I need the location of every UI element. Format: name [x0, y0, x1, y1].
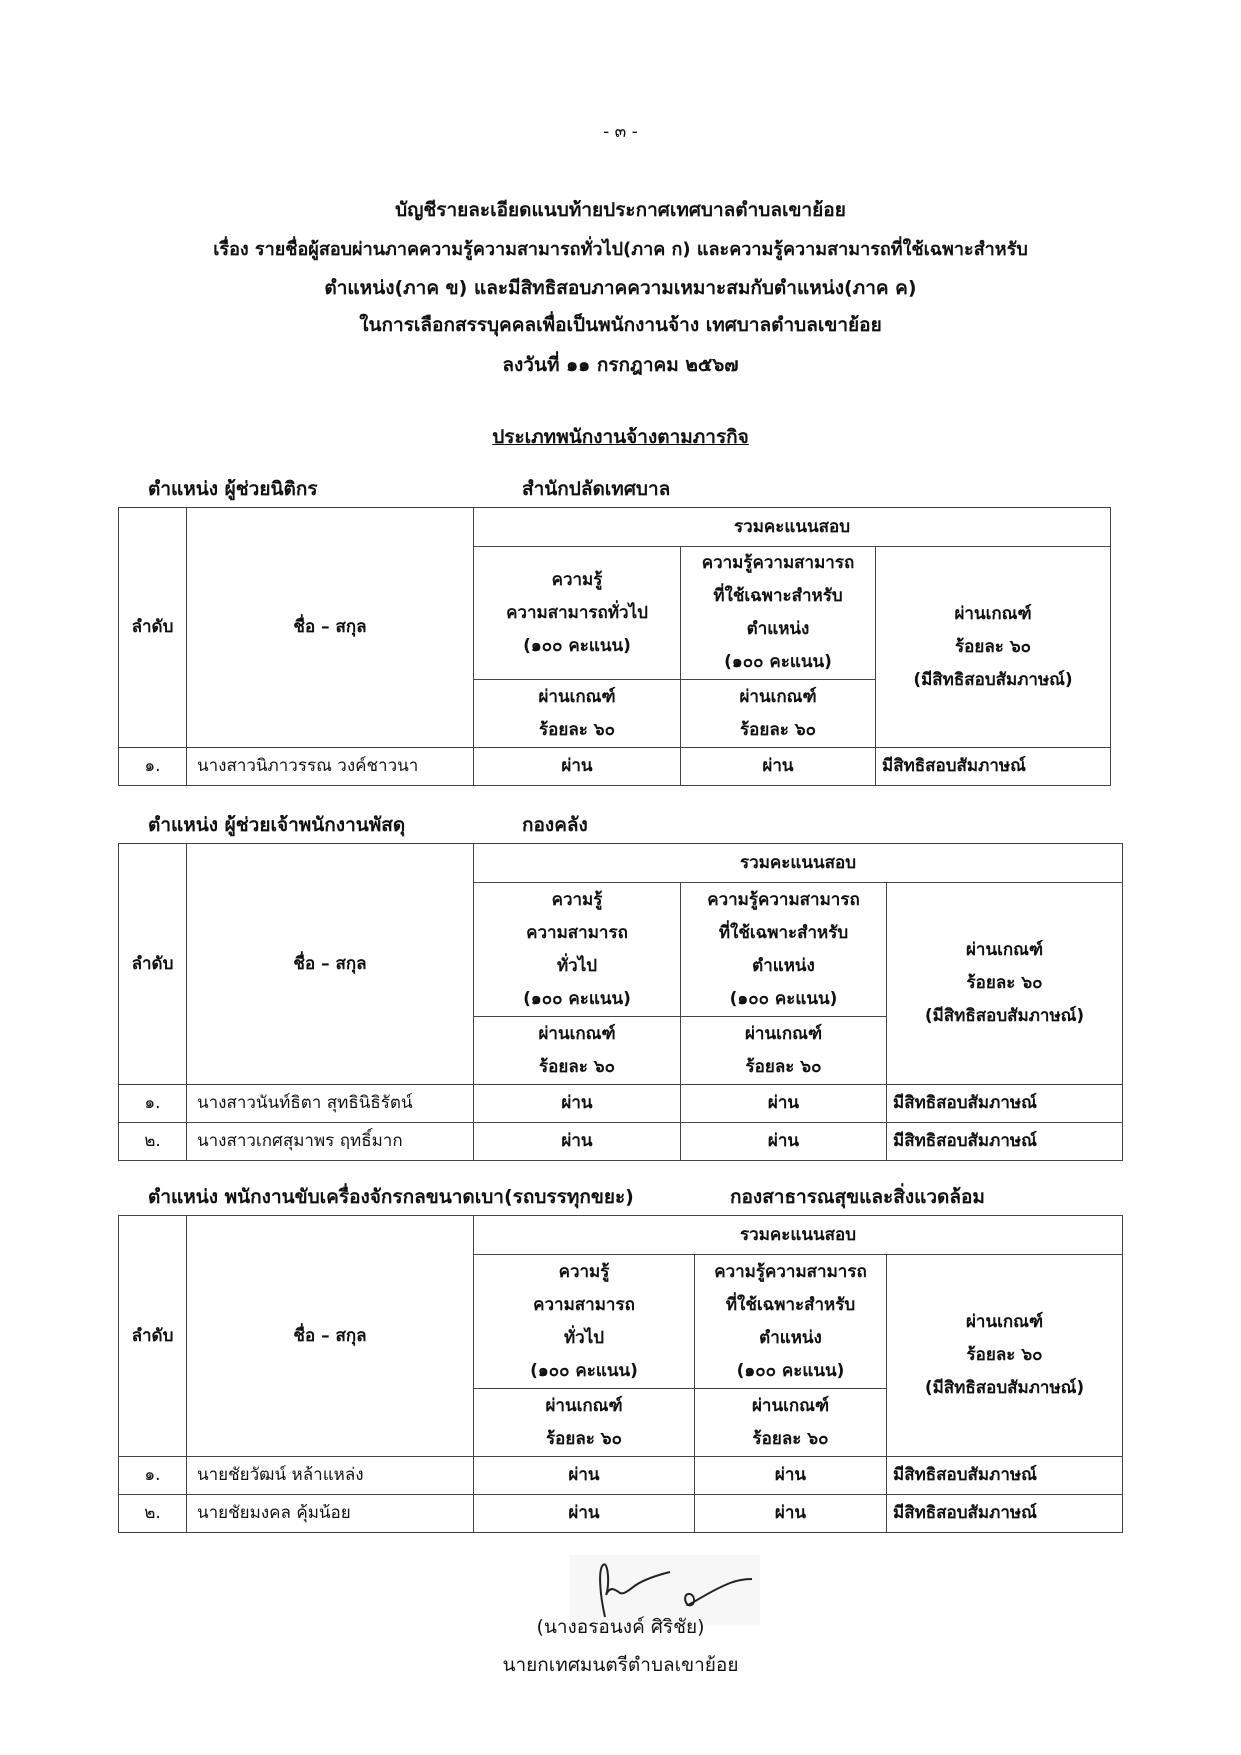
- header-line: (มีสิทธิสอบสัมภาษณ์): [924, 1006, 1085, 1026]
- header-specific-knowledge: [681, 883, 887, 1017]
- header-line: ผ่านเกณฑ์: [965, 1312, 1044, 1332]
- table-row: [119, 1495, 1123, 1533]
- header-line: ร้อยละ ๖๐: [546, 1428, 622, 1449]
- header-name: ชื่อ – สกุล: [187, 508, 474, 748]
- department-label: กองสาธารณสุขและสิ่งแวดล้อม: [730, 1186, 985, 1208]
- header-line: ร้อยละ ๖๐: [740, 719, 816, 740]
- header-pass-criteria: [887, 1255, 1123, 1457]
- doc-subject-line-2: ตำแหน่ง(ภาค ข) และมีสิทธิสอบภาคความเหมาะสมกับตำแหน่ง(ภาค ค): [324, 277, 917, 299]
- row-result-b: ผ่าน: [695, 1457, 887, 1495]
- header-line: (มีสิทธิสอบสัมภาษณ์): [913, 669, 1073, 690]
- results-table: [118, 507, 1111, 786]
- header-line: (๑๐๐ คะแนน): [523, 635, 631, 656]
- header-line: ผ่านเกณฑ์: [545, 1395, 623, 1416]
- header-line: ร้อยละ ๖๐: [955, 636, 1031, 657]
- header-total-score: รวมคะแนนสอบ: [474, 508, 1111, 547]
- signer-title: นายกเทศมนตรีตำบลเขาย้อย: [502, 1654, 739, 1676]
- header-line: (๑๐๐ คะแนน): [729, 988, 838, 1009]
- doc-title: บัญชีรายละเอียดแนบท้ายประกาศเทศบาลตำบลเขาย้อย: [395, 199, 846, 221]
- header-line: ตำแหน่ง: [752, 955, 815, 976]
- header-order: ลำดับ: [119, 1216, 187, 1457]
- position-label: ตำแหน่ง ผู้ช่วยนิติกร: [148, 478, 318, 500]
- header-line: (๑๐๐ คะแนน): [530, 1360, 638, 1381]
- row-result-b: ผ่าน: [681, 1085, 887, 1123]
- header-specific-knowledge: [681, 547, 876, 680]
- header-line: ผ่านเกณฑ์: [538, 686, 616, 707]
- header-line: ร้อยละ ๖๐: [539, 719, 615, 740]
- row-result-a: ผ่าน: [474, 1457, 695, 1495]
- header-line: ความสามารถทั่วไป: [506, 602, 648, 623]
- row-name: นายชัยวัฒน์ หล้าแหล่ง: [187, 1457, 474, 1495]
- header-line: ผ่านเกณฑ์: [538, 1023, 616, 1044]
- header-criteria-a: [474, 1389, 695, 1457]
- header-criteria-a: [474, 1017, 681, 1085]
- header-line: (๑๐๐ คะแนน): [523, 988, 631, 1009]
- header-line: ผ่านเกณฑ์: [965, 940, 1044, 960]
- header-line: ร้อยละ ๖๐: [752, 1428, 829, 1449]
- header-general-knowledge: [474, 883, 681, 1017]
- row-name: นางสาวเกศสุมาพร ฤทธิ์มาก: [187, 1123, 474, 1161]
- position-label: ตำแหน่ง ผู้ช่วยเจ้าพนักงานพัสดุ: [148, 814, 406, 836]
- header-line: ความสามารถ: [533, 1294, 635, 1315]
- header-name: ชื่อ – สกุล: [187, 844, 474, 1085]
- row-result-a: ผ่าน: [474, 748, 681, 786]
- row-order: ๒.: [119, 1495, 187, 1533]
- header-name: ชื่อ – สกุล: [187, 1216, 474, 1457]
- section-title: [0, 422, 1241, 452]
- header-line: ผ่านเกณฑ์: [739, 686, 817, 707]
- header-total-score: รวมคะแนนสอบ: [474, 1216, 1123, 1255]
- header-line: (๑๐๐ คะแนน): [736, 1360, 845, 1381]
- row-interview-status: มีสิทธิสอบสัมภาษณ์: [887, 1495, 1123, 1533]
- header-specific-knowledge: [695, 1255, 887, 1389]
- header-line: ทั่วไป: [563, 1327, 605, 1348]
- header-line: ความรู้ความสามารถ: [701, 553, 855, 573]
- header-line: ความรู้ความสามารถ: [714, 1261, 867, 1282]
- header-line: (๑๐๐ คะแนน): [724, 652, 832, 672]
- header-line: ผ่านเกณฑ์: [751, 1395, 830, 1416]
- header-line: ที่ใช้เฉพาะสำหรับ: [718, 922, 849, 943]
- header-general-knowledge: [474, 1255, 695, 1389]
- doc-date: ลงวันที่ ๑๑ กรกฎาคม ๒๕๖๗: [502, 354, 739, 376]
- row-result-a: ผ่าน: [474, 1495, 695, 1533]
- department-label: สำนักปลัดเทศบาล: [522, 478, 671, 500]
- row-name: นางสาวนันท์ธิตา สุทธินิธิรัตน์: [187, 1085, 474, 1123]
- row-result-b: ผ่าน: [681, 748, 876, 786]
- header-order: ลำดับ: [119, 508, 187, 748]
- header-criteria-b: [681, 1017, 887, 1085]
- row-order: ๒.: [119, 1123, 187, 1161]
- table-row: [119, 1457, 1123, 1495]
- row-interview-status: มีสิทธิสอบสัมภาษณ์: [887, 1085, 1123, 1123]
- header-pass-criteria: [887, 883, 1123, 1085]
- row-order: ๑.: [119, 1085, 187, 1123]
- table-row: [119, 748, 1111, 786]
- signer-name: (นางอรอนงค์ ศิริชัย): [536, 1616, 705, 1638]
- row-result-a: ผ่าน: [474, 1085, 681, 1123]
- position-label: ตำแหน่ง พนักงานขับเครื่องจักรกลขนาดเบา(รถบรรทุกขยะ): [148, 1186, 634, 1208]
- header-general-knowledge: [474, 547, 681, 680]
- department-label: กองคลัง: [522, 814, 588, 836]
- header-line: ที่ใช้เฉพาะสำหรับ: [713, 586, 843, 606]
- row-result-a: ผ่าน: [474, 1123, 681, 1161]
- header-criteria-b: [681, 680, 876, 748]
- header-criteria-b: [695, 1389, 887, 1457]
- table-row: [119, 1085, 1123, 1123]
- row-order: ๑.: [119, 748, 187, 786]
- header-line: ความรู้: [551, 889, 603, 910]
- doc-subject-line-3: ในการเลือกสรรบุคคลเพื่อเป็นพนักงานจ้าง เทศบาลตำบลเขาย้อย: [359, 314, 882, 336]
- header-line: ร้อยละ ๖๐: [966, 973, 1043, 993]
- header-line: ความรู้: [551, 569, 603, 590]
- header-order: ลำดับ: [119, 844, 187, 1085]
- header-line: ตำแหน่ง: [759, 1327, 822, 1348]
- results-table: [118, 843, 1123, 1161]
- row-result-b: ผ่าน: [695, 1495, 887, 1533]
- header-line: ความรู้ความสามารถ: [707, 889, 860, 910]
- row-name: นางสาวนิภาวรรณ วงค์ชาวนา: [187, 748, 474, 786]
- header-line: ผ่านเกณฑ์: [744, 1023, 823, 1044]
- header-line: ร้อยละ ๖๐: [539, 1056, 615, 1077]
- row-interview-status: มีสิทธิสอบสัมภาษณ์: [887, 1123, 1123, 1161]
- table-row: [119, 1123, 1123, 1161]
- page-number: - ๓ -: [603, 122, 638, 142]
- row-interview-status: มีสิทธิสอบสัมภาษณ์: [876, 748, 1111, 786]
- row-result-b: ผ่าน: [681, 1123, 887, 1161]
- header-line: ความสามารถ: [526, 922, 628, 943]
- header-line: ผ่านเกณฑ์: [954, 603, 1032, 624]
- doc-subject-line-1: เรื่อง รายชื่อผู้สอบผ่านภาคความรู้ความสามารถทั่วไป(ภาค ก) และความรู้ความสามารถที่ใช้เฉพาะสำหรับ: [213, 239, 1028, 260]
- header-line: ที่ใช้เฉพาะสำหรับ: [725, 1294, 856, 1315]
- results-table: [118, 1215, 1123, 1533]
- header-pass-criteria: [876, 547, 1111, 748]
- header-line: ร้อยละ ๖๐: [745, 1056, 822, 1077]
- row-order: ๑.: [119, 1457, 187, 1495]
- row-interview-status: มีสิทธิสอบสัมภาษณ์: [887, 1457, 1123, 1495]
- row-name: นายชัยมงคล คุ้มน้อย: [187, 1495, 474, 1533]
- header-line: (มีสิทธิสอบสัมภาษณ์): [924, 1378, 1085, 1398]
- section-title-text: ประเภทพนักงานจ้างตามภารกิจ: [492, 426, 749, 448]
- header-total-score: รวมคะแนนสอบ: [474, 844, 1123, 883]
- header-line: ความรู้: [558, 1261, 610, 1282]
- header-criteria-a: [474, 680, 681, 748]
- header-line: ร้อยละ ๖๐: [966, 1345, 1043, 1365]
- header-line: ทั่วไป: [556, 955, 598, 976]
- header-line: ตำแหน่ง: [746, 619, 810, 639]
